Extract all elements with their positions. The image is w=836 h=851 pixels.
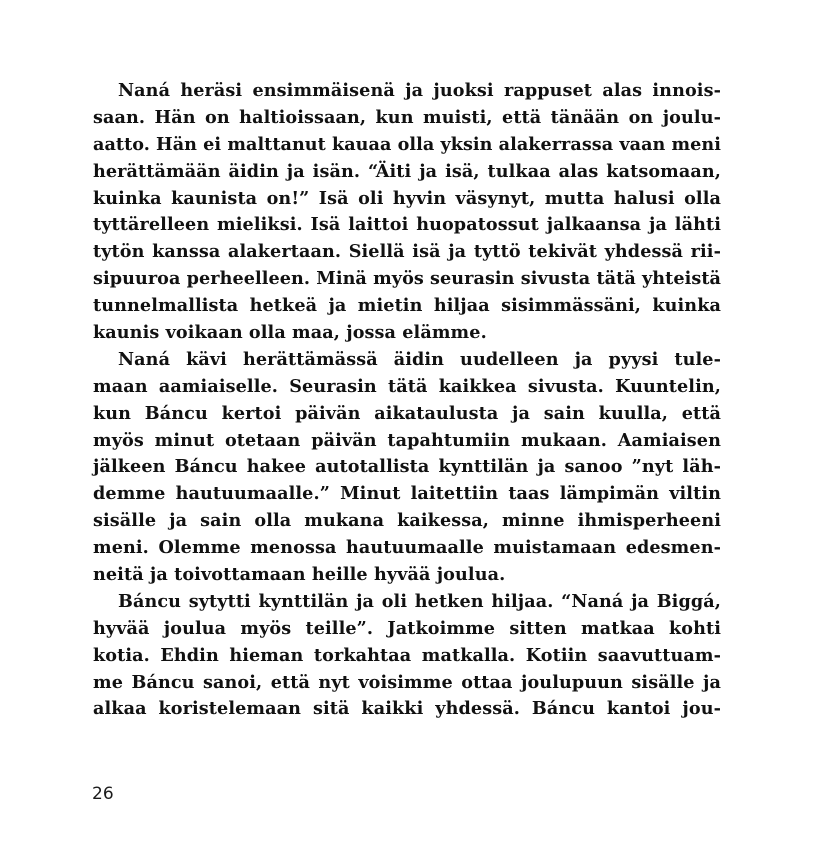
- text-line: herättämään äidin ja isän. “Äiti ja isä, tulkaa alas katsomaan,: [93, 160, 721, 182]
- text-line: meni. Olemme menossa hautuumaalle muistamaan edesmen-: [93, 537, 721, 559]
- text-line: me Báncu sanoi, että nyt voisimme ottaa joulupuun sisälle ja: [93, 671, 721, 693]
- text-line: maan aamiaiselle. Seurasin tätä kaikkea sivusta. Kuuntelin,: [93, 375, 721, 397]
- text-line: Naná heräsi ensimmäisenä ja juoksi rappuset alas innois-: [118, 80, 721, 101]
- text-line: tyttärelleen mieliksi. Isä laittoi huopatossut jalkaansa ja lähti: [93, 214, 721, 236]
- text-line: kuinka kaunista on!” Isä oli hyvin väsynyt, mutta halusi olla: [93, 187, 721, 209]
- text-line: kaunis voikaan olla maa, jossa elämme.: [93, 322, 487, 344]
- text-line: aatto. Hän ei malttanut kauaa olla yksin alakerrassa vaan meni: [93, 133, 721, 155]
- text-line: Naná kävi herättämässä äidin uudelleen ja pyysi tule-: [118, 348, 721, 370]
- text-line: hyvää joulua myös teille”. Jatkoimme sitten matkaa kohti: [93, 617, 721, 639]
- text-line: tytön kanssa alakertaan. Siellä isä ja tyttö tekivät yhdessä rii-: [93, 241, 721, 263]
- text-line: tunnelmallista hetkeä ja mietin hiljaa sisimmässäni, kuinka: [93, 295, 721, 317]
- text-line: neitä ja toivottamaan heille hyvää joulua.: [93, 564, 506, 586]
- text-line: Báncu sytytti kynttilän ja oli hetken hiljaa. “Naná ja Biggá,: [118, 590, 721, 612]
- page-number: 26: [92, 784, 114, 804]
- text-line: demme hautuumaalle.” Minut laitettiin taas lämpimän viltin: [93, 483, 721, 505]
- text-line: saan. Hän on haltioissaan, kun muisti, että tänään on joulu-: [93, 106, 721, 128]
- body-text: [93, 78, 721, 723]
- text-line: kotia. Ehdin hieman torkahtaa matkalla. Kotiin saavuttuam-: [93, 644, 721, 666]
- text-line: alkaa koristelemaan sitä kaikki yhdessä. Báncu kantoi jou-: [93, 698, 721, 720]
- text-line: kun Báncu kertoi päivän aikataulusta ja sain kuulla, että: [93, 402, 721, 424]
- text-line: sisälle ja sain olla mukana kaikessa, minne ihmisperheeni: [93, 510, 721, 532]
- text-line: myös minut otetaan päivän tapahtumiin mukaan. Aamiaisen: [93, 429, 721, 451]
- text-line: sipuuroa perheelleen. Minä myös seurasin sivusta tätä yhteistä: [93, 268, 721, 290]
- text-line: jälkeen Báncu hakee autotallista kynttilän ja sanoo ”nyt läh-: [93, 456, 721, 478]
